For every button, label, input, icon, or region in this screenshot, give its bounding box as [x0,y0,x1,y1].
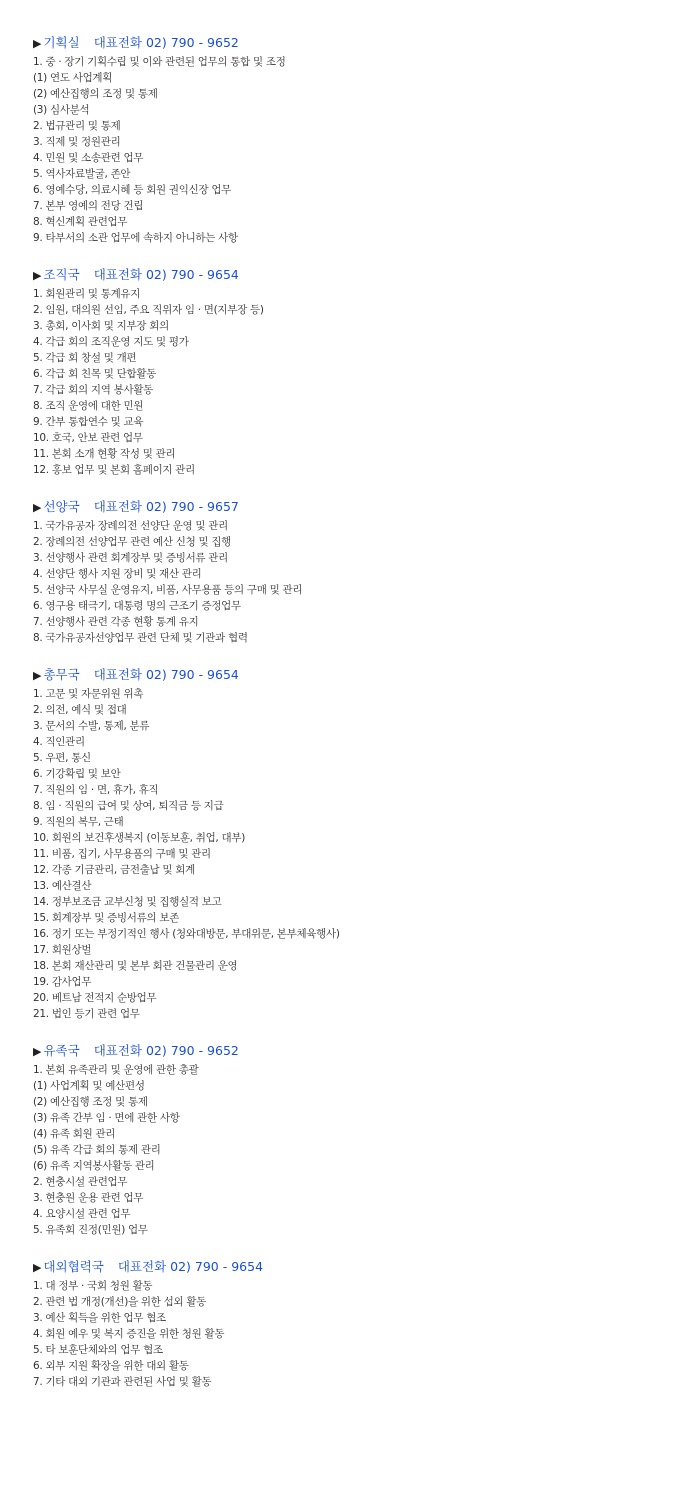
section-bereaved-family [33,1042,673,1238]
duty-item: 6. 기강확립 및 보안 [33,768,121,780]
duty-item: 7. 직원의 임 · 면, 휴가, 휴직 [33,784,159,796]
duty-item: 7. 선양행사 관련 각종 현황 통계 유지 [33,616,199,628]
duty-item: 2. 관련 법 개정(개선)을 위한 섭외 활동 [33,1296,207,1308]
duty-item: 4. 회원 예우 및 복지 증진을 위한 청원 활동 [33,1328,225,1340]
duty-list [33,686,673,1022]
arrow-icon: ▶ [33,501,42,514]
duty-item: 4. 민원 및 소송관련 업무 [33,152,144,164]
duty-item: 6. 영예수당, 의료시혜 등 회원 권익신장 업무 [33,184,232,196]
duty-item: 13. 예산결산 [33,880,92,892]
section-title: 유족국 [43,1043,80,1058]
section-planning [33,34,673,246]
duty-item: 3. 총회, 이사회 및 지부장 회의 [33,320,169,332]
duty-item: 7. 각급 회의 지역 봉사활동 [33,384,153,396]
duty-item: 1. 고문 및 자문위원 위촉 [33,688,144,700]
duty-item: 1. 국가유공자 장례의전 선양단 운영 및 관리 [33,520,228,532]
duty-item: 5. 선양국 사무실 운영유지, 비품, 사무용품 등의 구매 및 관리 [33,584,303,596]
section-header [33,666,673,684]
phone-number: 대표전화 02) 790 - 9657 [93,499,239,514]
duty-item: 2. 현충시설 관련업무 [33,1176,128,1188]
duty-item: 5. 우편, 통신 [33,752,91,764]
duty-item: 14. 정부보조금 교부신청 및 집행실적 보고 [33,896,222,908]
duty-item: 8. 국가유공자선양업무 관련 단체 및 기관과 협력 [33,632,248,644]
duty-item: 5. 타 보훈단체와의 업무 협조 [33,1344,163,1356]
duty-item: 6. 각급 회 친목 및 단합활동 [33,368,157,380]
duty-item: 17. 회원상벌 [33,944,92,956]
duty-item: 12. 홍보 업무 및 본회 홈페이지 관리 [33,464,195,476]
section-external-cooperation [33,1258,673,1390]
duty-item: 9. 간부 통합연수 및 교육 [33,416,144,428]
section-header [33,1258,673,1276]
section-header [33,34,673,52]
duty-item: 6. 외부 지원 확장을 위한 대외 활동 [33,1360,189,1372]
section-title: 선양국 [43,499,80,514]
duty-item: (5) 유족 각급 회의 통제 관리 [33,1144,161,1156]
duty-list [33,1278,673,1390]
section-organization [33,266,673,478]
duty-item: 20. 베트남 전적지 순방업무 [33,992,157,1004]
duty-item: 2. 임원, 대의원 선임, 주요 직위자 임 · 면(지부장 등) [33,304,264,316]
duty-item: 5. 유족회 진정(민원) 업무 [33,1224,148,1236]
duty-item: 9. 직원의 복무, 근태 [33,816,124,828]
duty-item: 7. 본부 영예의 전당 건립 [33,200,144,212]
section-title: 대외협력국 [43,1259,104,1274]
duty-item: 11. 비품, 집기, 사무용품의 구매 및 관리 [33,848,211,860]
duty-item: 21. 법인 등기 관련 업무 [33,1008,140,1020]
duty-item: 3. 선양행사 관련 회계장부 및 증빙서류 관리 [33,552,228,564]
duty-list [33,54,673,246]
duty-item: (1) 사업계획 및 예산편성 [33,1080,145,1092]
duty-item: 8. 임 · 직원의 급여 및 상여, 퇴직금 등 지급 [33,800,224,812]
arrow-icon: ▶ [33,37,42,50]
duty-item: (2) 예산집행 조정 및 통제 [33,1096,148,1108]
duty-item: 2. 의전, 예식 및 접대 [33,704,127,716]
duty-item: 7. 기타 대외 기관과 관련된 사업 및 활동 [33,1376,212,1388]
phone-number: 대표전화 02) 790 - 9654 [93,667,239,682]
duty-list [33,286,673,478]
section-title: 조직국 [43,267,80,282]
duty-list [33,518,673,646]
duty-item: 10. 회원의 보건후생복지 (이동보훈, 취업, 대부) [33,832,245,844]
duty-list [33,1062,673,1238]
duty-item: 15. 회계장부 및 증빙서류의 보존 [33,912,180,924]
duty-item: 2. 법규관리 및 통제 [33,120,121,132]
duty-item: 1. 대 정부 · 국회 청원 활동 [33,1280,153,1292]
duty-item: 4. 선양단 행사 지원 장비 및 재산 관리 [33,568,202,580]
duty-item: 4. 각급 회의 조직운영 지도 및 평가 [33,336,189,348]
arrow-icon: ▶ [33,269,42,282]
duty-item: 16. 정기 또는 부정기적인 행사 (청와대방문, 부대위문, 본부체육행사) [33,928,340,940]
duty-item: 19. 감사업무 [33,976,92,988]
duty-item: 8. 조직 운영에 대한 민원 [33,400,144,412]
section-header [33,1042,673,1060]
duty-item: (4) 유족 회원 관리 [33,1128,116,1140]
duty-item: 3. 직제 및 정원관리 [33,136,121,148]
section-commemoration [33,498,673,646]
section-header [33,498,673,516]
phone-number: 대표전화 02) 790 - 9652 [93,1043,239,1058]
section-title: 총무국 [43,667,80,682]
duty-item: 11. 본회 소개 현황 작성 및 관리 [33,448,176,460]
duty-item: 12. 각종 기금관리, 금전출납 및 회계 [33,864,195,876]
duty-item: (3) 심사분석 [33,104,90,116]
duty-item: 4. 직인관리 [33,736,85,748]
arrow-icon: ▶ [33,669,42,682]
duty-item: 9. 타부서의 소관 업무에 속하지 아니하는 사항 [33,232,238,244]
section-title: 기획실 [43,35,80,50]
duty-item: 10. 호국, 안보 관련 업무 [33,432,143,444]
duty-item: 1. 중 · 장기 기획수립 및 이와 관련된 업무의 통합 및 조정 [33,56,286,68]
duty-item: 2. 장례의전 선양업무 관련 예산 신청 및 집행 [33,536,232,548]
duty-item: 1. 회원관리 및 통계유지 [33,288,141,300]
section-header [33,266,673,284]
duty-item: (2) 예산집행의 조정 및 통제 [33,88,158,100]
duty-item: 4. 요양시설 관련 업무 [33,1208,131,1220]
duty-item: 6. 영구용 태극기, 대통령 명의 근조기 증정업무 [33,600,241,612]
duty-item: 5. 역사자료발굴, 존안 [33,168,131,180]
duty-item: (3) 유족 간부 임 · 면에 관한 사항 [33,1112,180,1124]
duty-item: 3. 문서의 수발, 통제, 분류 [33,720,150,732]
arrow-icon: ▶ [33,1261,42,1274]
phone-number: 대표전화 02) 790 - 9654 [117,1259,264,1274]
duty-item: (6) 유족 지역봉사활동 관리 [33,1160,155,1172]
section-general-affairs [33,666,673,1022]
phone-number: 대표전화 02) 790 - 9654 [93,267,239,282]
duty-item: (1) 연도 사업계획 [33,72,113,84]
phone-number: 대표전화 02) 790 - 9652 [93,35,239,50]
duty-item: 8. 혁신계획 관련업무 [33,216,128,228]
arrow-icon: ▶ [33,1045,42,1058]
duty-item: 1. 본회 유족관리 및 운영에 관한 총괄 [33,1064,199,1076]
duty-item: 18. 본회 재산관리 및 본부 회관 건물관리 운영 [33,960,238,972]
duty-item: 3. 예산 획득을 위한 업무 협조 [33,1312,166,1324]
department-list [33,34,673,1410]
duty-item: 3. 현충원 운용 관련 업무 [33,1192,144,1204]
duty-item: 5. 각급 회 창설 및 개편 [33,352,137,364]
